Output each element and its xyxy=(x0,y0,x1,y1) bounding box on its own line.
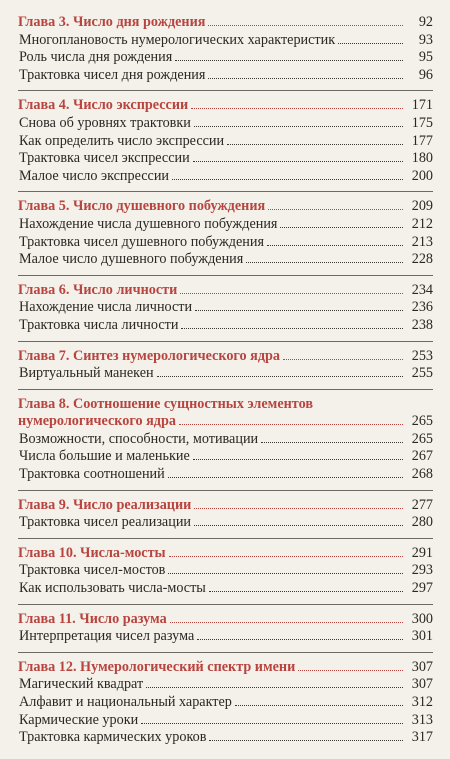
chapter-title: Глава 11. Число разума xyxy=(18,610,167,627)
toc-entry-page-number: 265 xyxy=(411,430,433,447)
dot-leader xyxy=(208,25,403,26)
dot-leader xyxy=(141,723,403,724)
toc-entry-page-number: 180 xyxy=(411,150,433,167)
chapter-title: Глава 6. Число личности xyxy=(18,281,178,298)
chapter-page-number: 265 xyxy=(411,413,433,430)
dot-leader xyxy=(280,227,403,228)
chapter-page-number: 307 xyxy=(411,658,433,675)
toc-entry-label: Алфавит и национальный характер xyxy=(19,694,232,710)
chapter-page-number: 291 xyxy=(411,544,433,561)
toc-entry-page-number: 268 xyxy=(411,466,433,483)
toc-entry-row[interactable] xyxy=(18,234,433,252)
chapter-title: Глава 12. Нумерологический спектр имени xyxy=(18,658,296,675)
dot-leader xyxy=(168,477,403,478)
toc-entry-row[interactable] xyxy=(18,251,433,269)
chapter-title-continued: нумерологического ядра xyxy=(18,413,176,430)
toc-entry-row[interactable] xyxy=(18,628,433,646)
dot-leader xyxy=(168,573,403,574)
toc-entry-page-number: 95 xyxy=(418,49,433,66)
toc-entry-label: Трактовка чисел-мостов xyxy=(19,562,166,579)
dot-leader xyxy=(179,424,403,425)
dot-leader xyxy=(227,144,403,145)
toc-entry-label: Интерпретация чисел разума xyxy=(19,628,195,645)
toc-entry-page-number: 317 xyxy=(411,729,433,746)
chapter-section xyxy=(18,659,433,753)
toc-entry-page-number: 200 xyxy=(411,167,433,184)
chapter-section xyxy=(18,348,433,390)
chapter-heading-row[interactable] xyxy=(18,198,433,216)
chapter-section xyxy=(18,282,433,342)
dot-leader xyxy=(169,556,403,557)
dot-leader xyxy=(261,442,403,443)
chapter-page-number: 277 xyxy=(411,496,433,513)
chapter-page-number: 92 xyxy=(418,14,433,30)
dot-leader xyxy=(283,359,403,360)
toc-entry-page-number: 213 xyxy=(411,233,433,250)
dot-leader xyxy=(157,376,403,377)
toc-entry-label: Снова об уровнях трактовки xyxy=(19,114,191,131)
dot-leader xyxy=(195,310,403,311)
chapter-title: Глава 3. Число дня рождения xyxy=(18,14,206,30)
toc-entry-row[interactable] xyxy=(18,562,433,580)
toc-entry-label: Нахождение числа душевного побуждения xyxy=(19,215,278,232)
dot-leader xyxy=(194,126,403,127)
toc-entry-label: Нахождение числа личности xyxy=(19,299,193,316)
chapter-title: Глава 7. Синтез нумерологического ядра xyxy=(18,347,281,364)
chapter-heading-row[interactable] xyxy=(18,14,433,32)
dot-leader xyxy=(194,508,403,509)
toc-entry-label: Как определить число экспрессии xyxy=(19,132,225,149)
dot-leader xyxy=(235,705,403,706)
dot-leader xyxy=(170,622,403,623)
table-of-contents xyxy=(18,14,433,759)
toc-entry-page-number: 238 xyxy=(411,316,433,333)
dot-leader xyxy=(172,179,403,180)
dot-leader xyxy=(146,687,403,688)
dot-leader xyxy=(338,43,403,44)
toc-entry-row[interactable] xyxy=(18,676,433,694)
toc-entry-label: Возможности, способности, мотивации xyxy=(19,430,259,447)
toc-entry-row[interactable] xyxy=(18,712,433,730)
dot-leader xyxy=(180,293,403,294)
dot-leader xyxy=(191,108,403,109)
toc-entry-row[interactable] xyxy=(18,431,433,449)
chapter-section xyxy=(18,97,433,192)
toc-entry-label: Трактовка чисел дня рождения xyxy=(19,66,206,83)
chapter-section xyxy=(18,14,433,91)
toc-entry-row[interactable] xyxy=(18,729,433,747)
toc-entry-row[interactable] xyxy=(18,216,433,234)
toc-entry-page-number: 267 xyxy=(411,448,433,465)
toc-entry-row[interactable] xyxy=(18,150,433,168)
chapter-section xyxy=(18,396,433,491)
toc-entry-label: Роль числа дня рождения xyxy=(19,49,173,66)
toc-entry-page-number: 280 xyxy=(411,514,433,531)
toc-entry-row[interactable] xyxy=(18,514,433,532)
dot-leader xyxy=(197,639,403,640)
toc-entry-page-number: 228 xyxy=(411,251,433,268)
toc-entry-label: Трактовка чисел экспрессии xyxy=(19,150,190,167)
toc-entry-row[interactable] xyxy=(18,317,433,335)
toc-entry-page-number: 293 xyxy=(411,562,433,579)
toc-entry-page-number: 177 xyxy=(411,132,433,149)
toc-entry-page-number: 313 xyxy=(411,711,433,728)
chapter-page-number: 171 xyxy=(411,97,433,114)
toc-entry-row[interactable] xyxy=(18,115,433,133)
toc-entry-page-number: 301 xyxy=(411,628,433,645)
toc-entry-row[interactable] xyxy=(18,133,433,151)
toc-entry-label: Малое число душевного побуждения xyxy=(19,251,244,268)
chapter-page-number: 253 xyxy=(411,347,433,364)
chapter-heading-row[interactable] xyxy=(18,659,433,677)
toc-entry-label: Трактовка чисел реализации xyxy=(19,514,192,531)
chapter-heading-row[interactable] xyxy=(18,413,433,431)
dot-leader xyxy=(181,328,403,329)
toc-entry-page-number: 93 xyxy=(418,31,433,48)
dot-leader xyxy=(298,670,403,671)
toc-entry-page-number: 297 xyxy=(411,580,433,597)
toc-entry-label: Малое число экспрессии xyxy=(19,167,170,184)
toc-entry-row[interactable] xyxy=(18,32,433,50)
toc-entry-label: Многоплановость нумерологических характеристик xyxy=(19,31,336,48)
chapter-heading-row[interactable] xyxy=(18,282,433,300)
toc-entry-row[interactable] xyxy=(18,168,433,186)
dot-leader xyxy=(267,245,403,246)
toc-entry-label: Трактовка числа личности xyxy=(19,316,179,333)
toc-entry-row[interactable] xyxy=(18,49,433,67)
dot-leader xyxy=(209,591,403,592)
toc-entry-row[interactable] xyxy=(18,299,433,317)
toc-entry-label: Виртуальный манекен xyxy=(19,365,154,382)
toc-entry-row[interactable] xyxy=(18,67,433,85)
chapter-heading-row[interactable] xyxy=(18,611,433,629)
chapter-title: Глава 10. Числа-мосты xyxy=(18,544,166,561)
chapter-section xyxy=(18,611,433,653)
toc-entry-label: Трактовка соотношений xyxy=(19,466,165,483)
toc-entry-label: Трактовка кармических уроков xyxy=(19,729,207,746)
toc-entry-label: Числа большие и маленькие xyxy=(19,448,190,465)
dot-leader xyxy=(208,78,403,79)
toc-entry-label: Магический квадрат xyxy=(19,676,144,693)
toc-entry-page-number: 312 xyxy=(411,694,433,710)
chapter-heading-row[interactable] xyxy=(18,497,433,515)
dot-leader xyxy=(193,161,403,162)
toc-entry-row[interactable] xyxy=(18,448,433,466)
chapter-heading-row[interactable] xyxy=(18,97,433,115)
dot-leader xyxy=(175,60,403,61)
toc-entry-label: Кармические уроки xyxy=(19,711,139,728)
dot-leader xyxy=(209,740,403,741)
toc-entry-label: Как использовать числа-мосты xyxy=(19,580,206,597)
chapter-heading-row[interactable] xyxy=(18,348,433,366)
dot-leader xyxy=(268,209,403,210)
chapter-section xyxy=(18,198,433,275)
toc-entry-page-number: 175 xyxy=(411,114,433,131)
chapter-page-number: 234 xyxy=(411,281,433,298)
chapter-heading-row[interactable] xyxy=(18,545,433,563)
chapter-title: Глава 5. Число душевного побуждения xyxy=(18,198,266,215)
toc-entry-label: Трактовка чисел душевного побуждения xyxy=(19,233,264,250)
toc-entry-page-number: 255 xyxy=(411,365,433,382)
chapter-page-number: 300 xyxy=(411,610,433,627)
toc-entry-row[interactable] xyxy=(18,466,433,484)
toc-entry-row[interactable] xyxy=(18,365,433,383)
toc-entry-row[interactable] xyxy=(18,580,433,598)
chapter-title: Глава 8. Соотношение сущностных элементов xyxy=(18,395,313,412)
chapter-title: Глава 4. Число экспрессии xyxy=(18,97,189,114)
toc-entry-page-number: 236 xyxy=(411,299,433,316)
chapter-section xyxy=(18,545,433,605)
toc-entry-page-number: 212 xyxy=(411,215,433,232)
toc-entry-page-number: 307 xyxy=(411,676,433,693)
dot-leader xyxy=(246,262,403,263)
dot-leader xyxy=(194,525,403,526)
chapter-page-number: 209 xyxy=(411,198,433,215)
chapter-section xyxy=(18,497,433,539)
chapter-title: Глава 9. Число реализации xyxy=(18,496,192,513)
dot-leader xyxy=(193,459,403,460)
toc-entry-row[interactable] xyxy=(18,694,433,712)
toc-entry-page-number: 96 xyxy=(418,66,433,83)
